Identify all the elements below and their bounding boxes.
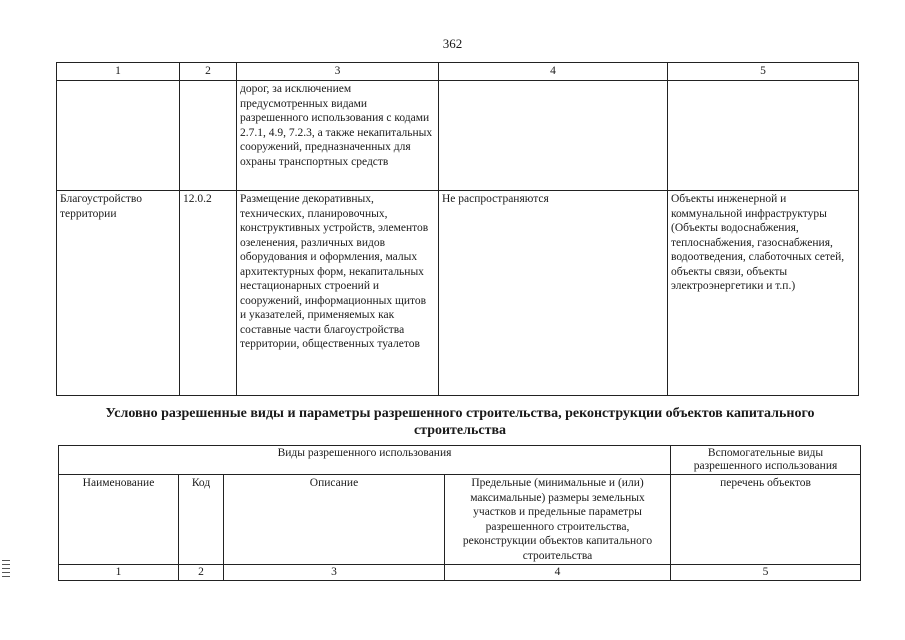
group-header-main: Виды разрешенного использования bbox=[59, 446, 671, 475]
column-number: 3 bbox=[237, 63, 439, 81]
permitted-uses-table bbox=[56, 62, 859, 396]
table-row bbox=[57, 191, 859, 396]
column-number: 4 bbox=[445, 565, 671, 581]
description-cell: дорог, за исключением предусмотренных видами разрешенного использования с кодами 2.7.1, 4.9, 7.2.3, а также некапитальных сооружений, предназначенных для охраны транспортных средств bbox=[237, 81, 439, 191]
column-number: 5 bbox=[671, 565, 861, 581]
column-number: 3 bbox=[224, 565, 445, 581]
code-cell: 12.0.2 bbox=[180, 191, 237, 396]
code-cell bbox=[180, 81, 237, 191]
column-number: 4 bbox=[439, 63, 668, 81]
name-cell: Благоустройство территории bbox=[57, 191, 180, 396]
column-header-row bbox=[59, 475, 861, 565]
params-cell bbox=[439, 81, 668, 191]
name-cell bbox=[57, 81, 180, 191]
column-number: 1 bbox=[57, 63, 180, 81]
params-cell: Не распространяются bbox=[439, 191, 668, 396]
column-number: 1 bbox=[59, 565, 179, 581]
description-cell: Размещение декоративных, технических, планировочных, конструктивных устройств, элементов озеленения, различных видов оборудования и оформления, малых архитектурных форм, некапитальных нестационарных строений и сооружений, информационных щитов и указателей, применяемых как составные части благоустройства территории, общественных туалетов bbox=[237, 191, 439, 396]
section-heading: Условно разрешенные виды и параметры разрешенного строительства, реконструкции объектов капитального строительства bbox=[105, 406, 815, 438]
table-row bbox=[57, 81, 859, 191]
column-header-params: Предельные (минимальные и (или) максимальные) размеры земельных участков и предельные параметры разрешенного строительства, реконструкции объектов капитального строительства bbox=[445, 475, 671, 565]
group-header-row bbox=[59, 446, 861, 475]
group-header-aux: Вспомогательные виды разрешенного использования bbox=[671, 446, 861, 475]
column-header-name: Наименование bbox=[59, 475, 179, 565]
column-header-auxiliary: перечень объектов bbox=[671, 475, 861, 565]
column-number: 2 bbox=[180, 63, 237, 81]
column-number-row bbox=[57, 63, 859, 81]
page-number: 362 bbox=[442, 36, 463, 51]
column-header-code: Код bbox=[179, 475, 224, 565]
conditional-uses-table bbox=[58, 445, 861, 581]
scan-margin-marks bbox=[2, 560, 10, 580]
column-number: 2 bbox=[179, 565, 224, 581]
column-header-description: Описание bbox=[224, 475, 445, 565]
auxiliary-cell bbox=[668, 81, 859, 191]
column-number-row bbox=[59, 565, 861, 581]
auxiliary-cell: Объекты инженерной и коммунальной инфраструктуры (Объекты водоснабжения, теплоснабжения, газоснабжения, водоотведения, слаботочных сетей, объекты связи, объекты электроэнергетики и т.п.) bbox=[668, 191, 859, 396]
column-number: 5 bbox=[668, 63, 859, 81]
